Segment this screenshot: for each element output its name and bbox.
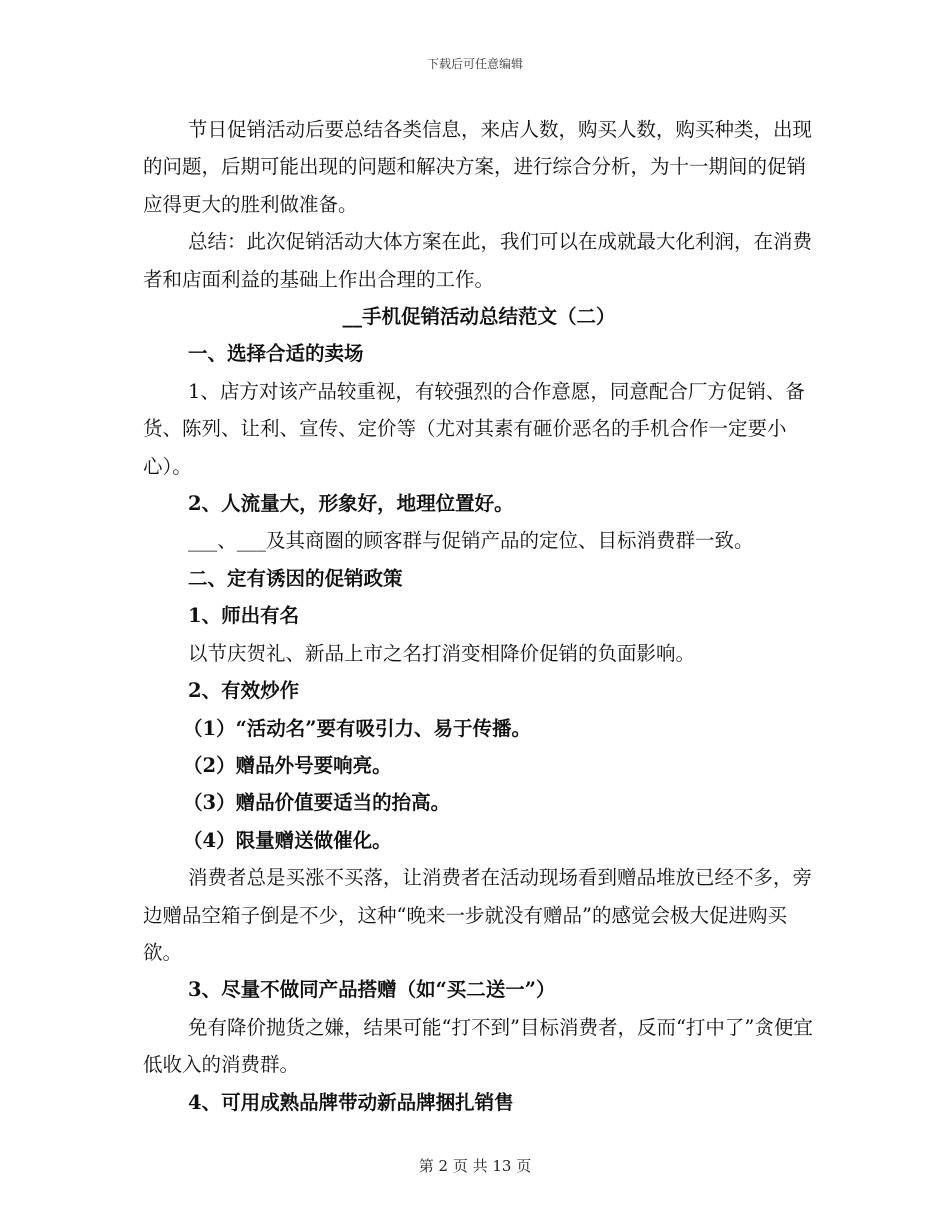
policy-item-2-text: 消费者总是买涨不买落，让消费者在活动现场看到赠品堆放已经不多，旁边赠品空箱子倒是不少，这种“晚来一步就没有赠品”的感觉会极大促进购买欲。 [143,866,813,964]
document-body [143,111,815,1121]
page-header: 下载后可任意编辑 [426,57,523,71]
policy-item-2-sub-3: （3）赠品价值要适当的抬高。 [183,791,451,815]
section-heading-policy: 二、定有诱因的促销政策 [188,566,403,590]
policy-item-2-heading: 2、有效炒作 [188,679,300,703]
page-footer: 第 2 页 共 13 页 [418,1157,532,1175]
section-heading-venue: 一、选择合适的卖场 [188,342,364,366]
policy-item-2-sub-1: （1）“活动名”要有吸引力、易于传播。 [183,716,532,740]
conclusion-paragraph: 总结：此次促销活动大体方案在此，我们可以在成就最大化利润，在消费者和店面利益的基础上作出合理的工作。 [143,230,813,291]
venue-item-2: 2、人流量大，形象好，地理位置好。 [188,492,514,516]
summary-paragraph: 节日促销活动后要总结各类信息，来店人数，购买人数，购买种类，出现的问题，后期可能出现的问题和解决方案，进行综合分析，为十一期间的促销应得更大的胜利做准备。 [143,118,813,216]
document-title: __手机促销活动总结范文（二） [342,305,616,329]
policy-item-1-heading: 1、师出有名 [188,604,300,628]
policy-item-2-sub-4: （4）限量赠送做催化。 [183,828,392,852]
venue-item-1: 1、店方对该产品较重视，有较强烈的合作意愿，同意配合厂方促销、备货、陈列、让利、宣传、定价等（尤对其素有砸价恶名的手机合作一定要小心）。 [143,379,805,478]
venue-item-3: ___、___及其商圈的顾客群与促销产品的定位、目标消费群一致。 [188,529,754,553]
policy-item-3-heading: 3、尽量不做同产品搭赠（如“买二送一”） [188,978,556,1002]
policy-item-1-text: 以节庆贺礼、新品上市之名打消变相降价促销的负面影响。 [188,641,696,665]
policy-item-4-heading: 4、可用成熟品牌带动新品牌捆扎销售 [188,1090,514,1114]
policy-item-2-sub-2: （2）赠品外号要响亮。 [183,753,392,777]
policy-item-3-text: 免有降价抛货之嫌，结果可能“打不到”目标消费者，反而“打中了”贪便宜低收入的消费群。 [143,1015,813,1077]
